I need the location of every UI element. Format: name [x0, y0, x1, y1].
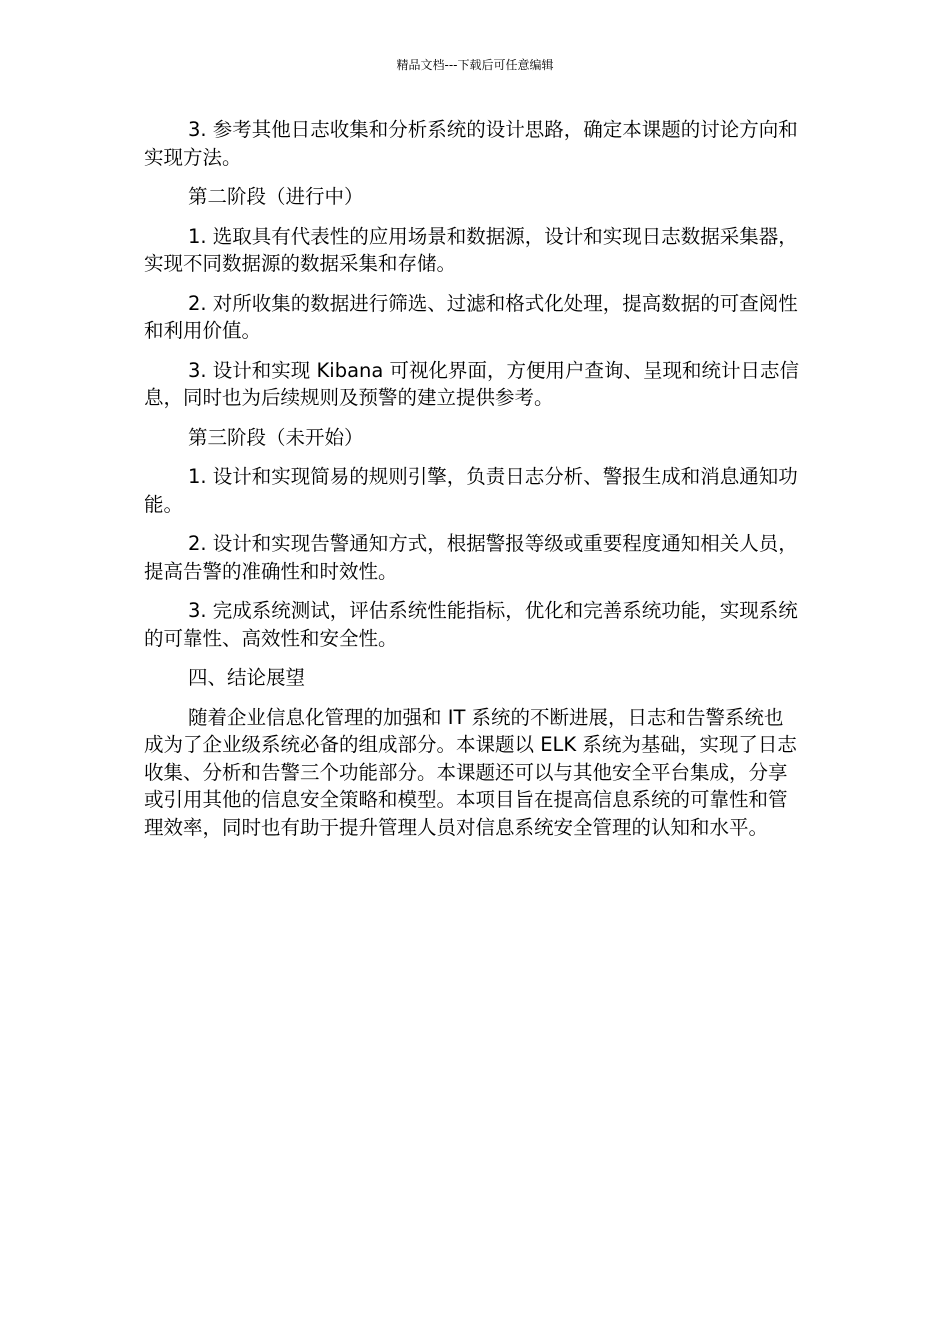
page-header: 精品文档---下载后可任意编辑: [396, 58, 554, 72]
paragraph-phase2-item3: 3. 设计和实现 Kibana 可视化界面，方便用户查询、呈现和统计日志信息，同时也为后续规则及预警的建立提供参考。: [144, 358, 800, 409]
paragraph-phase2-item2: 2. 对所收集的数据进行筛选、过滤和格式化处理，提高数据的可查阅性和利用价值。: [144, 291, 798, 342]
document-body: [144, 116, 800, 853]
paragraph-phase3-item1: 1. 设计和实现简易的规则引擎，负责日志分析、警报生成和消息通知功能。: [144, 465, 798, 516]
section-heading-phase2: 第二阶段（进行中）: [188, 185, 364, 208]
paragraph-phase2-item1: 1. 选取具有代表性的应用场景和数据源，设计和实现日志数据采集器，实现不同数据源的数据采集和存储。: [144, 224, 798, 275]
section-heading-phase3: 第三阶段（未开始）: [188, 425, 364, 449]
paragraph-phase3-item2: 2. 设计和实现告警通知方式，根据警报等级或重要程度通知相关人员，提高告警的准确性和时效性。: [144, 532, 798, 583]
paragraph-phase1-item3: 3. 参考其他日志收集和分析系统的设计思路，确定本课题的讨论方向和实现方法。: [144, 118, 798, 169]
paragraph-conclusion: 随着企业信息化管理的加强和 IT 系统的不断进展，日志和告警系统也成为了企业级系统必备的组成部分。本课题以 ELK 系统为基础，实现了日志收集、分析和告警三个功能部分。本课题还可以与其他安全平台集成，分享或引用其他的信息安全策略和模型。本项目旨在提高信息系统的可靠性和管理效率，同时也有助于提升管理人员对信息系统安全管理的认知和水平。: [144, 705, 797, 839]
section-heading-conclusion: 四、结论展望: [188, 666, 306, 689]
paragraph-phase3-item3: 3. 完成系统测试，评估系统性能指标，优化和完善系统功能，实现系统的可靠性、高效性和安全性。: [144, 599, 798, 650]
